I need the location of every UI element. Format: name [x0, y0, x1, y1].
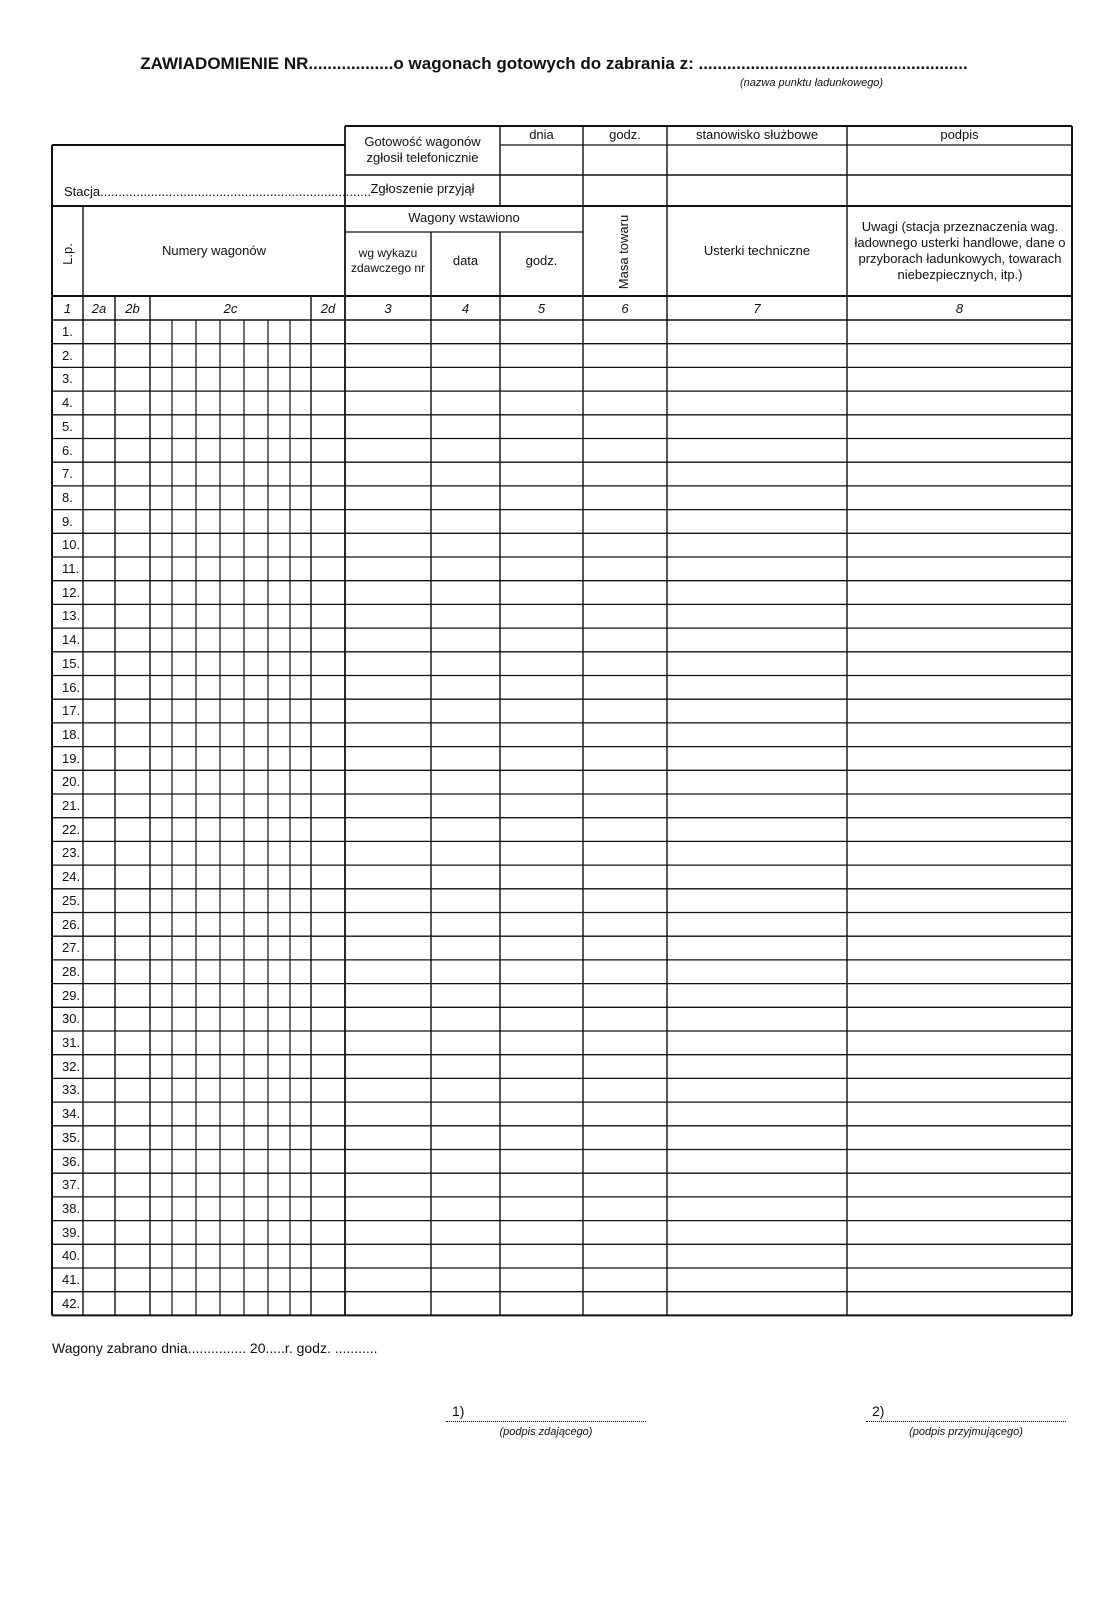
row-number: 42.	[62, 1295, 81, 1311]
row-number: 11.	[62, 561, 80, 576]
row-number: 29.	[62, 987, 81, 1003]
row-number: 36.	[62, 1153, 81, 1169]
row-number: 10.	[62, 537, 81, 553]
row-number: 7.	[62, 466, 73, 482]
hour-header: godz.	[525, 253, 558, 268]
row-number: 20.	[62, 774, 81, 790]
colnum-2a: 2a	[91, 301, 107, 316]
row-number: 8.	[62, 489, 73, 505]
row-number: 40.	[62, 1248, 81, 1264]
row-number: 24.	[62, 869, 81, 885]
row-number: 27.	[62, 940, 81, 956]
signature-1-line[interactable]	[446, 1403, 646, 1422]
row-number: 18.	[62, 726, 81, 742]
signature-2-line[interactable]	[866, 1403, 1066, 1422]
row-number: 2.	[62, 347, 73, 363]
row-number: 38.	[62, 1200, 81, 1216]
colnum-7: 7	[753, 301, 761, 316]
row-number: 34.	[62, 1106, 81, 1122]
colnum-2c: 2c	[223, 301, 238, 316]
signature-2-caption: (podpis przyjmującego)	[909, 1426, 1023, 1438]
row-number: 4.	[62, 395, 73, 411]
remarks-header: Uwagi (stacja przeznaczenia wag. ładownego usterki handlowe, dane o przyborach ładunkowych, towarach niebezpiecznych, itp.)	[854, 219, 1066, 282]
colnum-4: 4	[461, 301, 470, 316]
mass-header: Masa towaru	[616, 214, 631, 290]
defects-header: Usterki techniczne	[703, 243, 811, 258]
lp-header: L.p.	[60, 243, 75, 265]
colnum-8: 8	[955, 301, 964, 316]
row-number: 6.	[62, 442, 73, 458]
form-title: ZAWIADOMIENIE NR..................o wagonach gotowych do zabrania z: .........................................................	[140, 54, 968, 73]
col-godz-header: godz.	[609, 127, 641, 142]
colnum-3: 3	[384, 301, 392, 316]
row-number: 25.	[62, 892, 81, 908]
row-number: 16.	[62, 679, 81, 695]
colnum-2b: 2b	[125, 301, 140, 316]
col-position-header: stanowisko służbowe	[695, 127, 819, 142]
signature-1-number: 1)	[452, 1403, 465, 1419]
row-number: 22.	[62, 821, 81, 837]
row-number: 26.	[62, 916, 81, 932]
row-number: 31.	[62, 1035, 81, 1050]
row-number: 21.	[62, 798, 81, 813]
row-number: 9.	[62, 513, 73, 529]
readiness-reported-label: Gotowość wagonów zgłosił telefonicznie	[364, 134, 481, 165]
by-list-header: wg wykazu zdawczego nr	[350, 246, 426, 275]
row-number: 15.	[62, 655, 81, 671]
form-subtitle: (nazwa punktu ładunkowego)	[740, 77, 884, 89]
row-number: 13.	[62, 608, 81, 624]
signature-block-1	[446, 1403, 646, 1438]
row-number: 1.	[62, 324, 73, 339]
row-number: 32.	[62, 1058, 81, 1074]
row-number: 30.	[62, 1011, 81, 1027]
signature-2-number: 2)	[872, 1403, 885, 1419]
row-number: 14.	[62, 632, 81, 648]
row-number: 12.	[62, 584, 81, 600]
row-number: 33.	[62, 1082, 81, 1098]
col-signature-header: podpis	[940, 127, 979, 142]
row-number: 28.	[62, 963, 81, 979]
col-dnia-header: dnia	[529, 127, 554, 142]
row-number: 37.	[62, 1177, 81, 1193]
row-number: 17.	[62, 703, 81, 719]
colnum-1: 1	[63, 301, 72, 316]
row-number: 19.	[62, 750, 81, 766]
row-number: 39.	[62, 1224, 81, 1240]
report-accepted-label: Zgłoszenie przyjął	[370, 181, 475, 196]
row-number: 3.	[62, 371, 73, 387]
colnum-2d: 2d	[320, 301, 336, 316]
station-field-label: Stacja...........................................................................	[64, 184, 372, 199]
wagons-placed-header: Wagony wstawiono	[408, 210, 520, 225]
row-number: 41.	[62, 1272, 81, 1287]
wagon-numbers-header: Numery wagonów	[161, 243, 267, 258]
row-number: 23.	[62, 845, 81, 861]
signature-1-caption: (podpis zdającego)	[499, 1426, 593, 1438]
colnum-6: 6	[621, 301, 629, 316]
wagons-taken-line: Wagony zabrano dnia............... 20.....r. godz. ...........	[52, 1340, 378, 1356]
colnum-5: 5	[537, 301, 546, 316]
date-header: data	[452, 253, 479, 268]
row-number: 5.	[62, 418, 73, 434]
signature-block-2	[866, 1403, 1066, 1438]
row-number: 35.	[62, 1129, 81, 1145]
